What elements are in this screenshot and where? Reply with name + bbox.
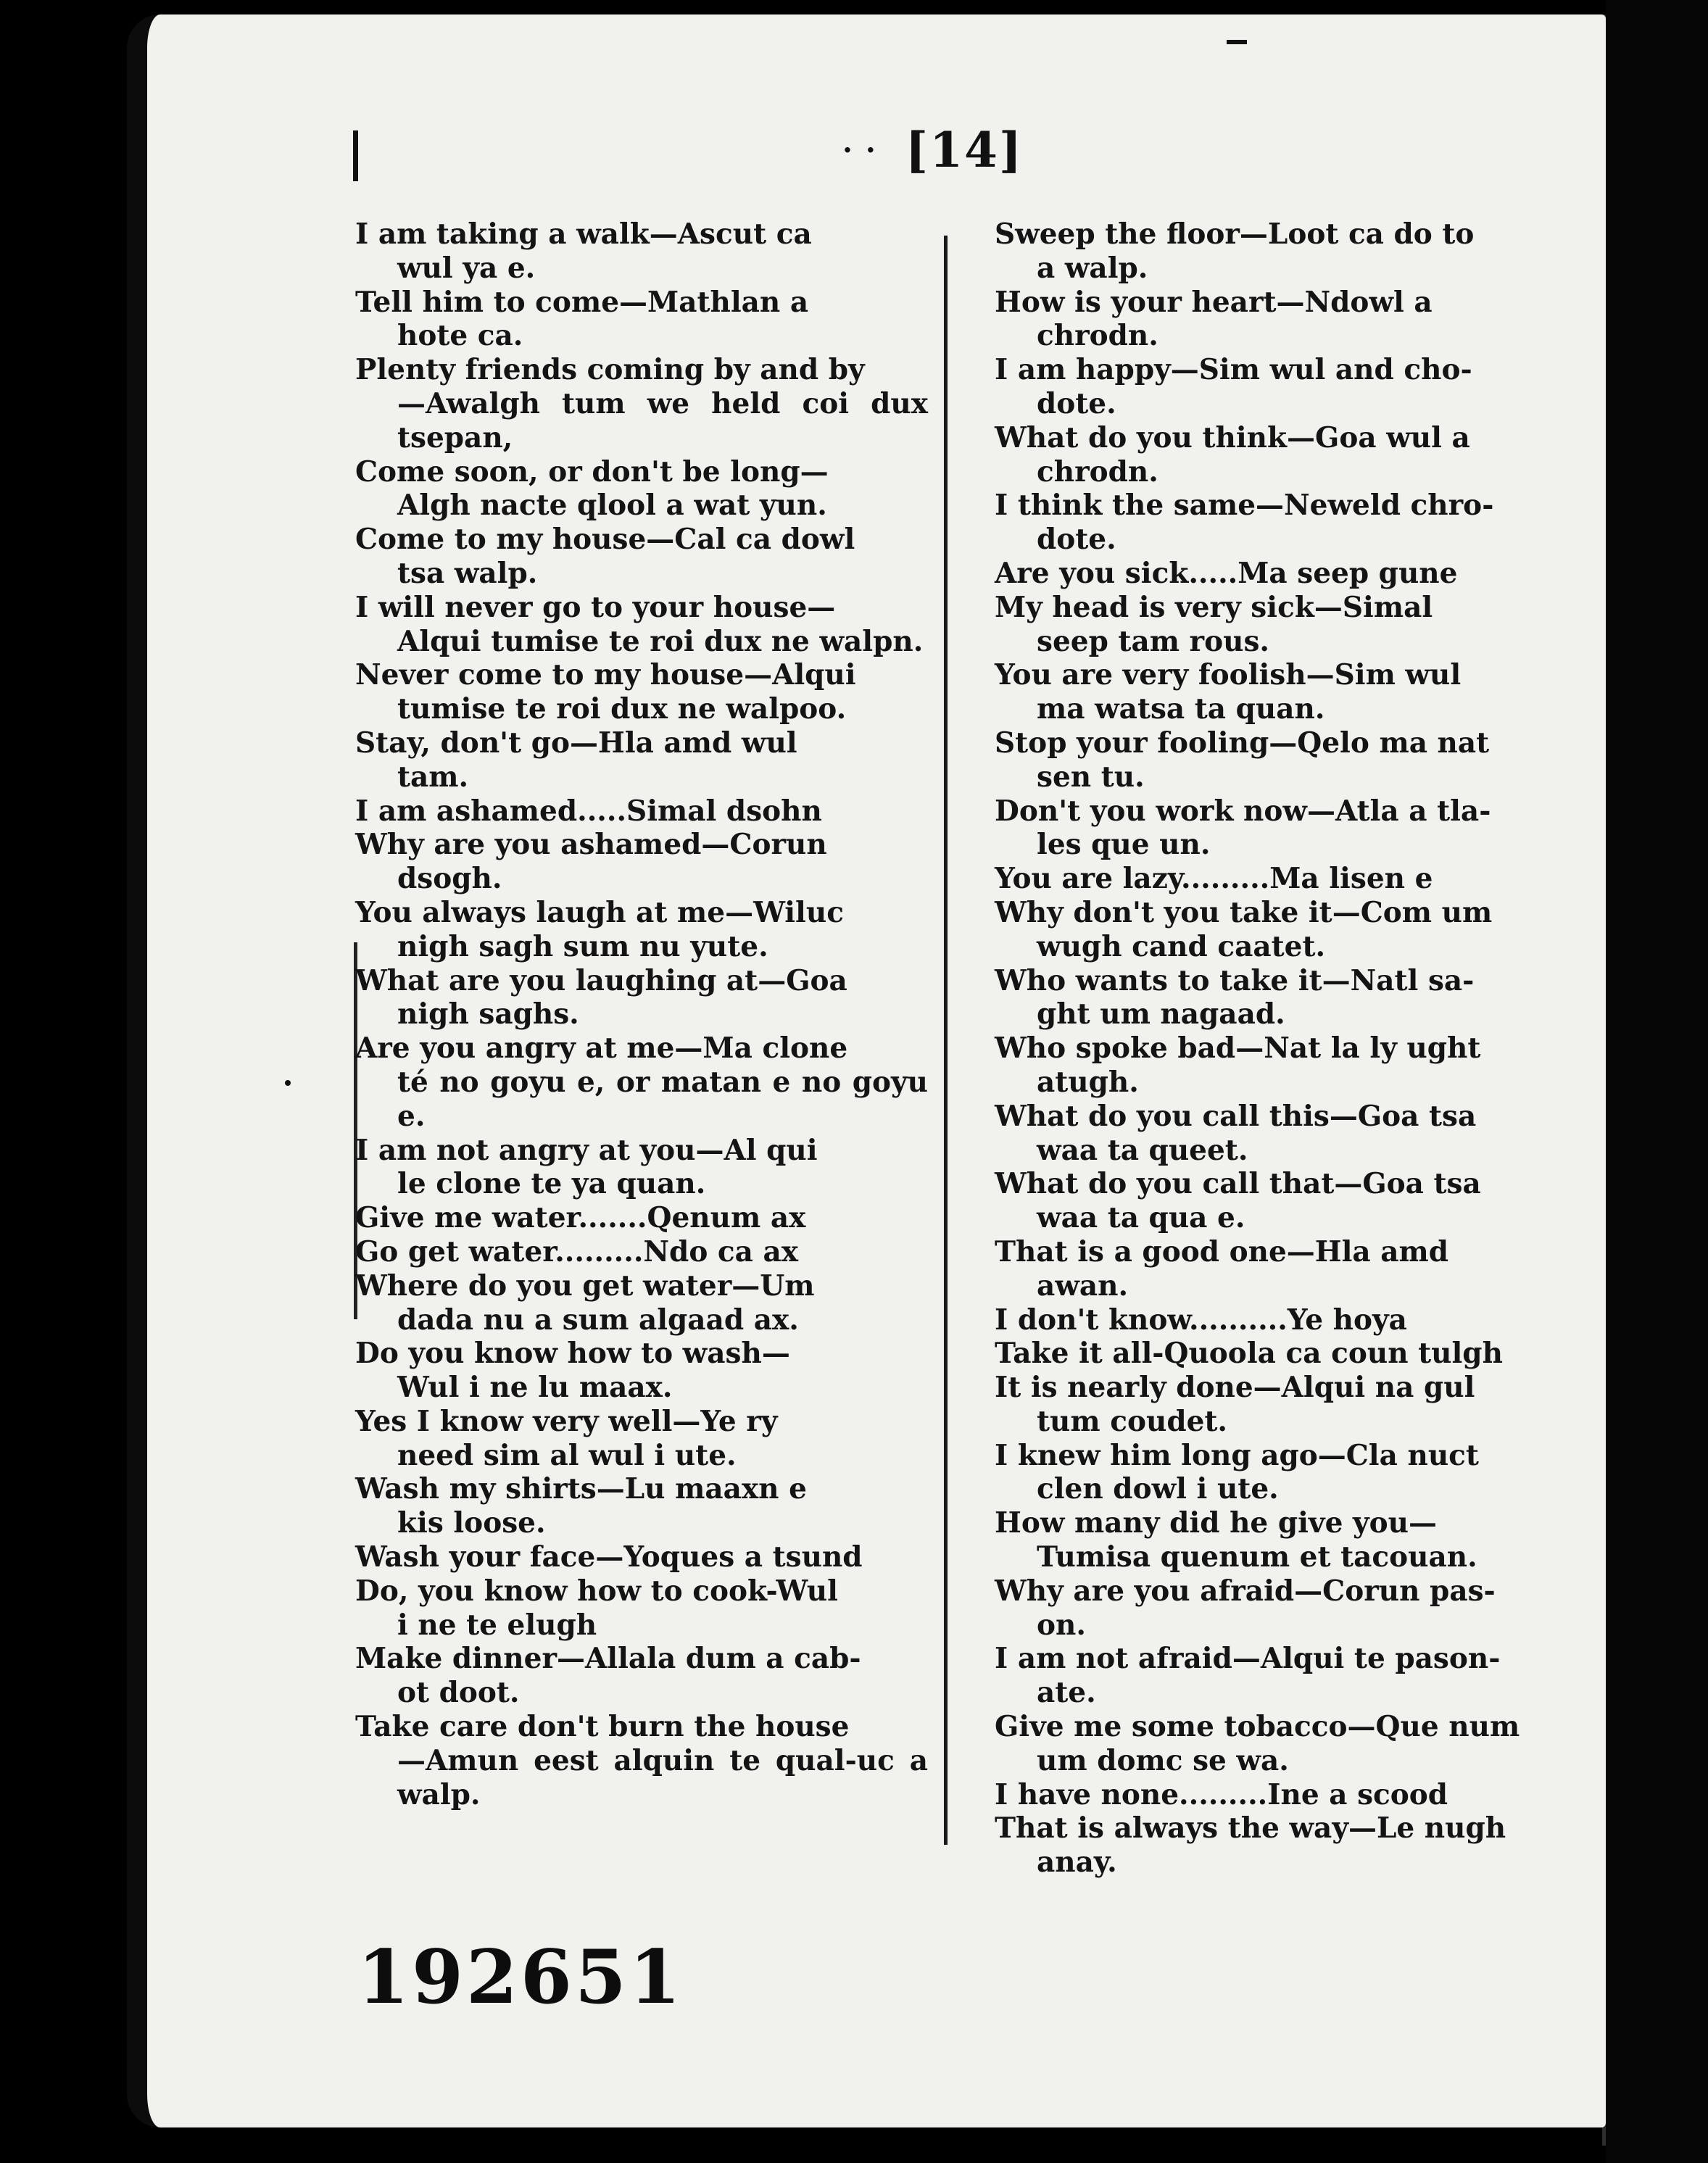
phrase-text: Never come to my house—Alqui [355,658,856,692]
phrase-text: I am not afraid—Alqui te pason- [995,1642,1501,1676]
phrase-entry [355,658,928,726]
phrase-entry [355,828,928,896]
phrase-text: Give me water.......Qenum ax [355,1201,806,1235]
phrase-continuation: kis loose. [397,1506,546,1540]
phrase-text: I am ashamed.....Simal dsohn [355,794,822,828]
phrase-text: Where do you get water—Um [355,1269,815,1303]
phrase-continuation: Wul i ne lu maax. [397,1371,673,1405]
phrase-entry [355,896,928,964]
phrase-text: Give me some tobacco—Que num [995,1710,1520,1744]
phrase-text: My head is very sick—Simal [995,590,1433,624]
phrase-entry [995,896,1524,964]
phrase-entry [995,1710,1524,1778]
phrase-text: Stop your fooling—Qelo ma nat [995,726,1490,760]
phrase-continuation: on. [1037,1608,1086,1642]
phrase-text: I will never go to your house— [355,590,836,624]
phrase-continuation: a walp. [1037,251,1148,285]
phrase-text: Stay, don't go—Hla amd wul [355,726,797,760]
phrase-text: Who spoke bad—Nat la ly ught [995,1031,1481,1066]
phrase-text: What do you think—Goa wul a [995,420,1470,454]
phrase-entry [355,1405,928,1473]
phrase-entry [995,1167,1524,1235]
phrase-entry [995,1303,1524,1337]
phrase-text: Plenty friends coming by and by [355,353,865,387]
phrase-text: I am not angry at you—Al qui [355,1133,818,1167]
phrase-text: Come soon, or don't be long— [355,454,829,489]
phrase-entry [995,964,1524,1032]
phrase-continuation: tam. [397,760,469,794]
phrase-entry [355,1134,928,1202]
phrase-entry [995,1506,1524,1574]
phrase-text: That is a good one—Hla amd [995,1234,1449,1269]
phrase-continuation: clen dowl i ute. [1037,1472,1279,1506]
phrase-text: I knew him long ago—Cla nuct [995,1438,1479,1472]
phrase-text: What do you call that—Goa tsa [995,1167,1481,1201]
phrase-entry [995,1574,1524,1643]
phrase-entry [355,523,928,591]
phrase-text: Are you sick.....Ma seep gune [995,556,1458,590]
phrase-text: Why are you afraid—Corun pas- [995,1574,1496,1608]
phrase-continuation: need sim al wul i ute. [397,1438,737,1472]
phrase-continuation: dsogh. [397,862,502,896]
phrase-continuation: chrodn. [1037,454,1158,489]
page-number: [14] [905,122,1024,178]
phrase-text: Who wants to take it—Natl sa- [995,963,1475,997]
phrase-text: Take it all-Quoola ca coun tulgh [995,1337,1503,1371]
phrase-continuation: atugh. [1037,1065,1139,1099]
phrase-entry [355,455,928,523]
phrase-continuation: Algh nacte qlool a wat yun. [397,489,827,523]
phrase-text: I am taking a walk—Ascut ca [355,217,812,251]
phrase-text: What do you call this—Goa tsa [995,1099,1477,1133]
phrase-entry [995,217,1524,286]
phrase-continuation: Alqui tumise te roi dux ne walpn. [397,624,924,658]
ink-spot [285,1080,291,1086]
phrase-continuation: les que un. [1037,828,1211,862]
phrase-continuation: wugh cand caatet. [1037,929,1326,963]
phrase-entry [355,1574,928,1643]
phrase-entry [995,1371,1524,1439]
scan-mark [1227,40,1247,44]
phrase-continuation: um domc se wa. [1037,1743,1289,1777]
phrase-entry [355,794,928,829]
phrase-text: Do you know how to wash— [355,1337,790,1371]
phrase-text: How many did he give you— [995,1506,1437,1540]
phrase-text: How is your heart—Ndowl a [995,285,1433,319]
phrase-continuation: té no goyu e, or matan e no goyu e. [397,1065,928,1133]
phrase-entry [355,1201,928,1235]
phrase-text: Go get water.........Ndo ca ax [355,1234,799,1269]
phrase-text: You always laugh at me—Wiluc [355,895,844,929]
phrase-text: What are you laughing at—Goa [355,963,847,997]
phrase-entry [995,1031,1524,1100]
phrase-text: I don't know..........Ye hoya [995,1303,1407,1337]
phrase-text: I have none.........Ine a scood [995,1777,1448,1811]
phrase-continuation: ght um nagaad. [1037,997,1285,1031]
phrase-entry [995,1337,1524,1371]
phrase-continuation: ma watsa ta quan. [1037,692,1325,726]
phrase-entry [355,286,928,354]
phrase-text: Yes I know very well—Ye ry [355,1404,778,1438]
phrase-text: Do, you know how to cook-Wul [355,1574,838,1608]
phrase-entry [995,1100,1524,1168]
phrase-entry [355,353,928,454]
phrase-text: Make dinner—Allala dum a cab- [355,1642,861,1676]
phrase-continuation: waa ta qua e. [1037,1201,1245,1235]
phrase-continuation: dote. [1037,386,1116,420]
page-header [842,122,1058,178]
phrase-continuation: dada nu a sum algaad ax. [397,1303,799,1337]
phrase-entry [355,1540,928,1574]
phrase-entry [995,862,1524,896]
scan-border-right [1606,0,1708,2163]
phrase-text: I think the same—Neweld chro- [995,489,1494,523]
phrase-text: Don't you work now—Atla a tla- [995,794,1491,828]
phrase-continuation: dote. [1037,523,1116,557]
phrase-entry [355,964,928,1032]
phrase-continuation: —Amun eest alquin te qual-uc a walp. [397,1743,928,1811]
phrase-entry [995,658,1524,726]
phrase-entry [995,1642,1524,1710]
phrase-entry [355,1269,928,1337]
phrase-entry [995,591,1524,659]
phrase-entry [995,1778,1524,1812]
phrase-text: Come to my house—Cal ca dowl [355,523,855,557]
accession-stamp: 192651 [357,1934,684,2021]
phrase-text: You are lazy.........Ma lisen e [995,862,1433,896]
phrase-entry [995,794,1524,863]
phrase-continuation: le clone te ya quan. [397,1167,706,1201]
phrase-continuation: ot doot. [397,1676,520,1710]
phrase-continuation: seep tam rous. [1037,624,1270,658]
phrase-text: Are you angry at me—Ma clone [355,1031,848,1066]
phrase-entry [355,591,928,659]
phrase-entry [995,353,1524,421]
phrase-text: Tell him to come—Mathlan a [355,285,809,319]
phrase-continuation: Tumisa quenum et tacouan. [1037,1540,1477,1574]
left-column [355,217,928,1811]
phrase-continuation: tsa walp. [397,556,538,590]
phrase-entry [355,726,928,794]
phrase-entry [995,557,1524,591]
phrase-entry [995,726,1524,794]
phrase-text: Wash your face—Yoques a tsund [355,1540,863,1574]
header-dots: · · [842,133,877,167]
phrase-continuation: sen tu. [1037,760,1145,794]
phrase-text: You are very foolish—Sim wul [995,658,1462,692]
phrase-continuation: —Awalgh tum we held coi dux tsepan, [397,386,928,454]
phrase-entry [355,1337,928,1405]
phrase-continuation: chrodn. [1037,319,1158,353]
phrase-text: Sweep the floor—Loot ca do to [995,217,1475,251]
phrase-text: Wash my shirts—Lu maaxn e [355,1472,807,1506]
phrase-text: It is nearly done—Alqui na gul [995,1371,1475,1405]
phrase-continuation: waa ta queet. [1037,1133,1248,1167]
phrase-continuation: tumise te roi dux ne walpoo. [397,692,847,726]
phrase-entry [995,1235,1524,1303]
phrase-entry [355,1710,928,1811]
right-column [995,217,1524,1880]
phrase-continuation: hote ca. [397,319,523,353]
phrase-entry [995,1439,1524,1507]
column-divider [944,236,948,1845]
phrase-text: I am happy—Sim wul and cho- [995,353,1472,387]
phrase-text: Why don't you take it—Com um [995,895,1493,929]
phrase-entry [995,489,1524,557]
phrase-entry [355,217,928,286]
phrase-continuation: wul ya e. [397,251,536,285]
phrase-continuation: awan. [1037,1269,1129,1303]
margin-mark [353,130,358,181]
phrase-entry [355,1472,928,1540]
phrase-entry [355,1642,928,1710]
phrase-text: Take care don't burn the house [355,1710,850,1744]
phrase-entry [995,286,1524,354]
phrase-text: Why are you ashamed—Corun [355,828,827,862]
phrase-continuation: nigh sagh sum nu yute. [397,929,768,963]
phrase-continuation: ate. [1037,1676,1096,1710]
phrase-continuation: anay. [1037,1846,1117,1880]
phrase-entry [995,421,1524,489]
phrase-continuation: nigh saghs. [397,997,579,1031]
phrase-entry [355,1235,928,1269]
phrase-text: That is always the way—Le nugh [995,1811,1506,1846]
phrase-entry [355,1031,928,1133]
phrase-continuation: i ne te elugh [397,1608,597,1642]
phrase-continuation: tum coudet. [1037,1404,1228,1438]
phrase-entry [995,1811,1524,1880]
